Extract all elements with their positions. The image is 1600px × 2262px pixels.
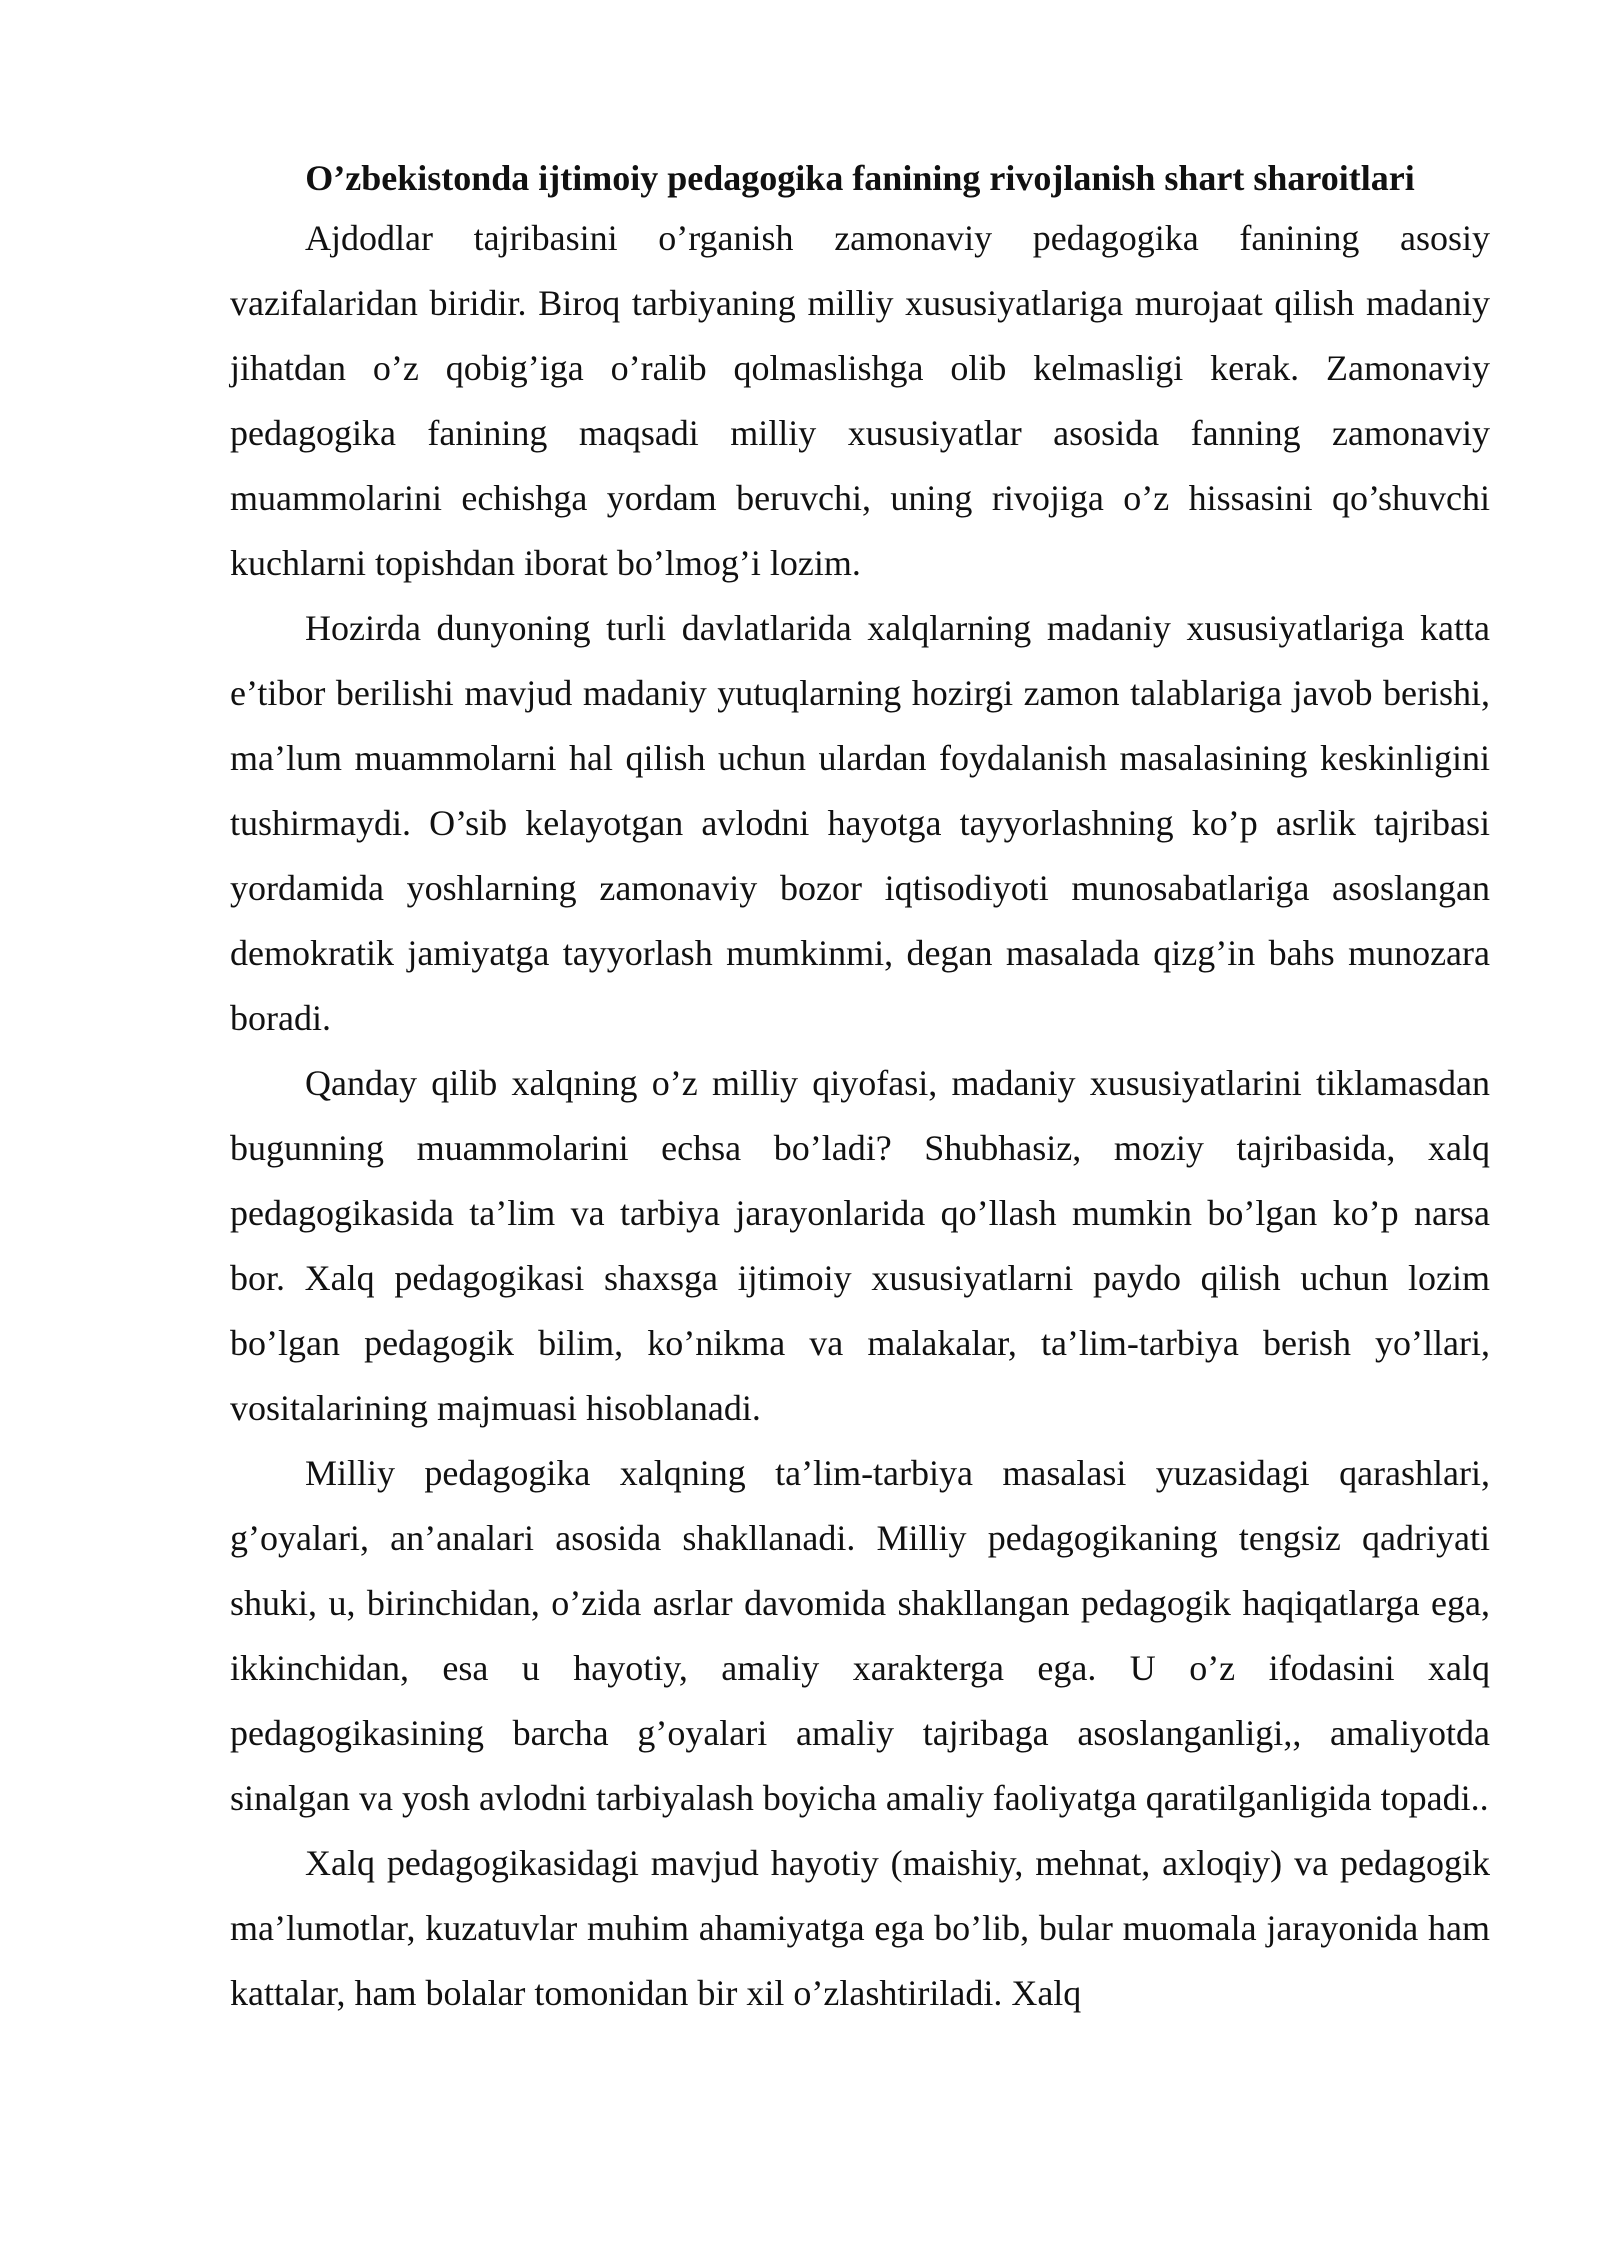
document-body: [230, 150, 1490, 2026]
paragraph-1: Ajdodlar tajribasini o’rganish zamonaviy pedagogika fanining asosiy vazifalaridan biridir. Biroq tarbiyaning milliy xususiyatlariga murojaat qilish madaniy jihatdan o’z qobig’iga o’ralib qolmaslishga olib kelmasligi kerak. Zamonaviy pedagogika fanining maqsadi milliy xususiyatlar asosida fanning zamonaviy muammolarini echishga yordam beruvchi, uning rivojiga o’z hissasini qo’shuvchi kuchlarni topishdan iborat bo’lmog’i lozim.: [230, 218, 1490, 583]
paragraph-5: Xalq pedagogikasidagi mavjud hayotiy (maishiy, mehnat, axloqiy) va pedagogik ma’lumotlar, kuzatuvlar muhim ahamiyatga ega bo’lib, bular muomala jarayonida ham kattalar, ham bolalar tomonidan bir xil o’zlashtiriladi. Xalq: [230, 1843, 1490, 2013]
paragraph-2: Hozirda dunyoning turli davlatlarida xalqlarning madaniy xususiyatlariga katta e’tibor berilishi mavjud madaniy yutuqlarning hozirgi zamon talablariga javob berishi, ma’lum muammolarni hal qilish uchun ulardan foydalanish masalasining keskinligini tushirmaydi. O’sib kelayotgan avlodni hayotga tayyorlashning ko’p asrlik tajribasi yordamida yoshlarning zamonaviy bozor iqtisodiyoti munosabatlariga asoslangan demokratik jamiyatga tayyorlash mumkinmi, degan masalada qizg’in bahs munozara boradi.: [230, 608, 1490, 1038]
document-title: O’zbekistonda ijtimoiy pedagogika fanining rivojlanish shart sharoitlari: [305, 158, 1415, 198]
paragraph-3: Qanday qilib xalqning o’z milliy qiyofasi, madaniy xususiyatlarini tiklamasdan bugunning muammolarini echsa bo’ladi? Shubhasiz, moziy tajribasida, xalq pedagogikasida ta’lim va tarbiya jarayonlarida qo’llash mumkin bo’lgan ko’p narsa bor. Xalq pedagogikasi shaxsga ijtimoiy xususiyatlarni paydo qilish uchun lozim bo’lgan pedagogik bilim, ko’nikma va malakalar, ta’lim-tarbiya berish yo’llari, vositalarining majmuasi hisoblanadi.: [230, 1063, 1490, 1428]
paragraph-4: Milliy pedagogika xalqning ta’lim-tarbiya masalasi yuzasidagi qarashlari, g’oyalari, an’analari asosida shakllanadi. Milliy pedagogikaning tengsiz qadriyati shuki, u, birinchidan, o’zida asrlar davomida shakllangan pedagogik haqiqatlarga ega, ikkinchidan, esa u hayotiy, amaliy xarakterga ega. U o’z ifodasini xalq pedagogikasining barcha g’oyalari amaliy tajribaga asoslanganligi,, amaliyotda sinalgan va yosh avlodni tarbiyalash boyicha amaliy faoliyatga qaratilganligida topadi..: [230, 1453, 1490, 1818]
